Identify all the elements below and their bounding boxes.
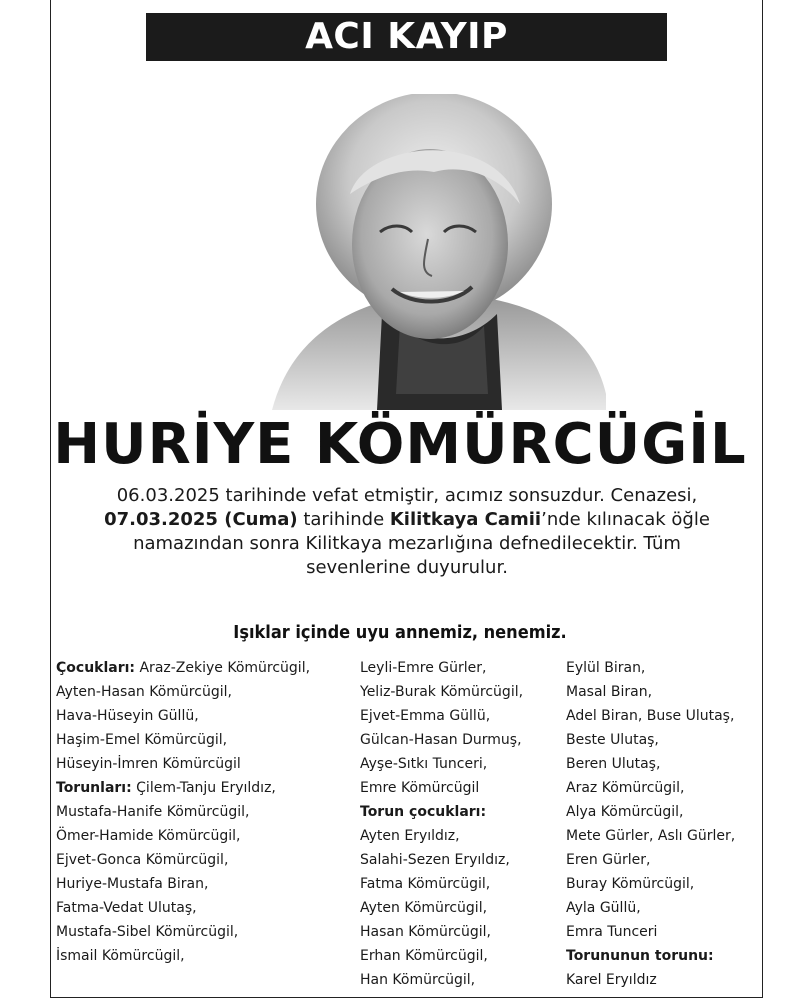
relative-name: Araz-Zekiye Kömürcügil, xyxy=(135,660,311,676)
relative-name: Salahi-Sezen Eryıldız, xyxy=(360,852,510,868)
relatives-column-3 xyxy=(566,656,762,992)
funeral-date: 07.03.2025 (Cuma) xyxy=(104,509,298,530)
relative-name: Karel Eryıldız xyxy=(566,972,657,988)
relative-name: Ejvet-Emma Güllü, xyxy=(360,708,491,724)
relative-name: Emre Kömürcügil xyxy=(360,780,480,796)
relative-name: Erhan Kömürcügil, xyxy=(360,948,488,964)
relatives-column-2 xyxy=(360,656,558,992)
relative-name: Eylül Biran, xyxy=(566,660,646,676)
memorial-motto: Işıklar içinde uyu annemiz, nenemiz. xyxy=(233,622,567,643)
relative-name: Leyli-Emre Gürler, xyxy=(360,660,487,676)
relative-name: Han Kömürcügil, xyxy=(360,972,476,988)
relative-name: Hava-Hüseyin Güllü, xyxy=(56,708,199,724)
relative-name: Fatma-Vedat Ulutaş, xyxy=(56,900,197,916)
relative-name: Alya Kömürcügil, xyxy=(566,804,684,820)
relative-name: Gülcan-Hasan Durmuş, xyxy=(360,732,522,748)
relatives-column-1 xyxy=(56,656,356,968)
relative-name: Beren Ulutaş, xyxy=(566,756,661,772)
relative-name: Mete Gürler, Aslı Gürler, xyxy=(566,828,736,844)
relative-name: Masal Biran, xyxy=(566,684,653,700)
relative-name: Ayten Eryıldız, xyxy=(360,828,460,844)
relative-name: Fatma Kömürcügil, xyxy=(360,876,491,892)
mosque-name: Kilitkaya Camii xyxy=(389,509,542,530)
relative-name: Yeliz-Burak Kömürcügil, xyxy=(360,684,524,700)
announcement-text-2: tarihinde xyxy=(297,509,390,530)
relative-name: Ömer-Hamide Kömürcügil, xyxy=(56,828,241,844)
relative-name: Emra Tunceri xyxy=(566,924,658,940)
relative-name: Ayten-Hasan Kömürcügil, xyxy=(56,684,232,700)
announcement-text-3: ’nde kılınacak öğle xyxy=(541,509,710,530)
list-item xyxy=(56,776,356,800)
relative-name: Eren Gürler, xyxy=(566,852,651,868)
children-label: Çocukları: xyxy=(56,660,136,676)
relative-name: Hüseyin-İmren Kömürcügil xyxy=(56,756,241,772)
announcement-line-1: 06.03.2025 tarihinde vefat etmiştir, acımız sonsuzdur. Cenazesi, xyxy=(116,485,698,506)
deceased-portrait xyxy=(262,94,606,410)
relative-name: Ayşe-Sıtkı Tunceri, xyxy=(360,756,488,772)
notice-banner: ACI KAYIP xyxy=(146,13,667,61)
list-item xyxy=(56,656,356,680)
relative-name: Araz Kömürcügil, xyxy=(566,780,685,796)
relative-name: Beste Ulutaş, xyxy=(566,732,659,748)
relative-name: Huriye-Mustafa Biran, xyxy=(56,876,209,892)
relative-name: Hasan Kömürcügil, xyxy=(360,924,491,940)
announcement-line-3: namazından sonra Kilitkaya mezarlığına defnedilecektir. Tüm xyxy=(133,533,681,554)
relative-name: Ayten Kömürcügil, xyxy=(360,900,488,916)
deceased-name: HURİYE KÖMÜRCÜGİL xyxy=(53,412,747,477)
relative-name: İsmail Kömürcügil, xyxy=(56,948,185,964)
relative-name: Buray Kömürcügil, xyxy=(566,876,695,892)
great-great-grandchild-label: Torununun torunu: xyxy=(566,948,714,964)
announcement-line-4: sevenlerine duyurulur. xyxy=(306,557,508,578)
relative-name: Ejvet-Gonca Kömürcügil, xyxy=(56,852,229,868)
relative-name: Ayla Güllü, xyxy=(566,900,641,916)
grandchildren-label: Torunları: xyxy=(56,780,132,796)
funeral-announcement xyxy=(62,484,752,580)
relative-name: Haşim-Emel Kömürcügil, xyxy=(56,732,228,748)
relative-name: Çilem-Tanju Eryıldız, xyxy=(131,780,276,796)
great-grandchildren-label: Torun çocukları: xyxy=(360,804,487,820)
relative-name: Mustafa-Sibel Kömürcügil, xyxy=(56,924,239,940)
relative-name: Mustafa-Hanife Kömürcügil, xyxy=(56,804,250,820)
relative-name: Adel Biran, Buse Ulutaş, xyxy=(566,708,735,724)
